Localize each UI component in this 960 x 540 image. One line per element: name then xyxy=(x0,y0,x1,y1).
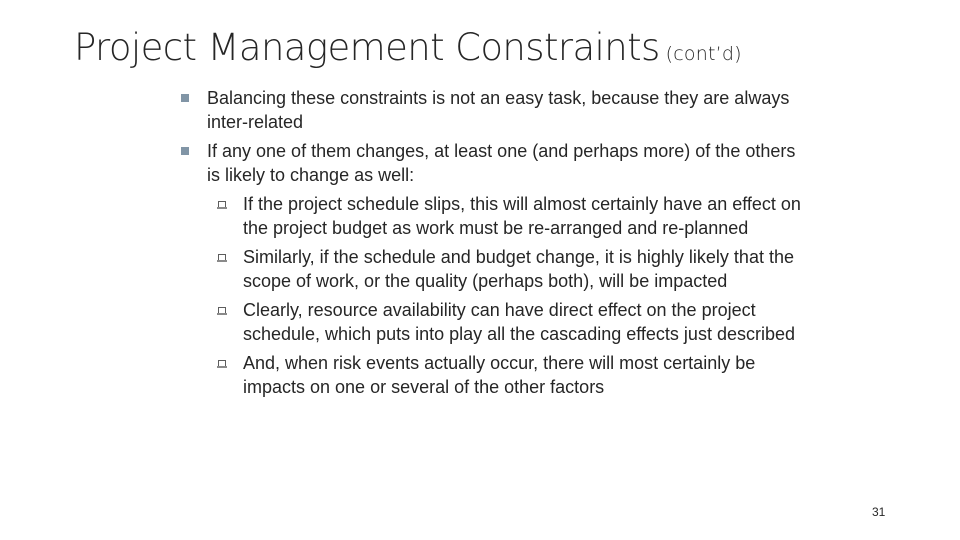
sub-bullet-item xyxy=(243,245,803,293)
bullet-item xyxy=(207,139,797,187)
sub-bullet-item xyxy=(243,351,803,399)
slide-title xyxy=(74,26,742,69)
slide-title-main: Project Management Constraints xyxy=(74,26,660,69)
bullet-text: Balancing these constraints is not an easy task, because they are always inter-related xyxy=(207,88,790,133)
sub-bullet-text: If the project schedule slips, this will almost certainly have an effect on the project budget as work must be re-arranged and re-planned xyxy=(243,194,801,239)
hollow-square-bullet-icon xyxy=(218,307,226,315)
filled-square-bullet-icon xyxy=(181,147,189,155)
sub-bullet-text: And, when risk events actually occur, there will most certainly be impacts on one or several of the other factors xyxy=(243,353,756,398)
filled-square-bullet-icon xyxy=(181,94,189,102)
bullet-text: If any one of them changes, at least one (and perhaps more) of the others is likely to change as well: xyxy=(207,141,796,186)
sub-bullet-item xyxy=(243,298,803,346)
bullet-list xyxy=(0,86,960,404)
sub-bullet-item xyxy=(243,192,803,240)
hollow-square-bullet-icon xyxy=(218,201,226,209)
hollow-square-bullet-icon xyxy=(218,360,226,368)
sub-bullet-text: Similarly, if the schedule and budget change, it is highly likely that the scope of work, or the quality (perhaps both), will be impacted xyxy=(243,247,794,292)
slide-title-suffix: (cont’d) xyxy=(665,43,742,65)
bullet-item xyxy=(207,86,797,134)
hollow-square-bullet-icon xyxy=(218,254,226,262)
page-number: 31 xyxy=(872,505,886,519)
sub-bullet-text: Clearly, resource availability can have direct effect on the project schedule, which puts into play all the cascading effects just described xyxy=(243,300,795,345)
